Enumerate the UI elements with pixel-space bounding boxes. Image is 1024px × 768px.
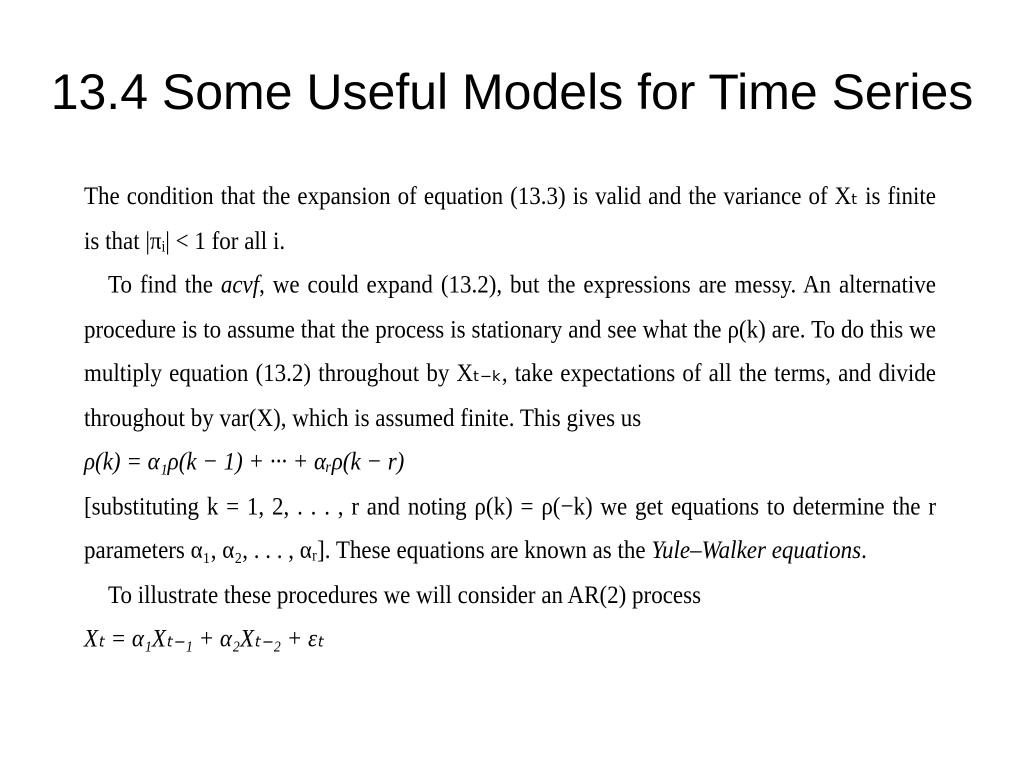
paragraph-acvf-body: , we could expand (13.2), but the expressions are messy. An alternative procedure is to assume that the process is stationary and see what the ρ(k) are. To do this we multiply equation (13.2) throughout by Xₜ₋ₖ, take expectations of all the terms, and divide throughout by var(X), which is assumed finite. This gives us: [84, 270, 937, 432]
paragraph-yule-walker-end: .: [861, 535, 867, 564]
slide-title: 13.4 Some Useful Models for Time Series: [50, 63, 974, 120]
paragraph-yule-walker: [84, 484, 936, 572]
paragraph-acvf: [84, 262, 936, 439]
acvf-term: acvf: [220, 270, 260, 299]
paragraph-condition: The condition that the expansion of equation (13.3) is valid and the variance of Xₜ is finite is that |πᵢ| < 1 for all i.: [84, 181, 936, 255]
paragraph-illustrate: To illustrate these procedures we will consider an AR(2) process: [108, 580, 702, 608]
paragraph-acvf-lead: To find the: [108, 270, 221, 299]
textbook-excerpt: [84, 174, 936, 661]
yule-walker-term: Yule–Walker equations: [651, 535, 862, 564]
paragraph-yule-walker-lead: [substituting k = 1, 2, . . . , r and noting ρ(k) = ρ(−k) we get equations to determine the r parameters α₁, α₂, . . . , αᵣ]. These equations are known as the: [84, 491, 936, 564]
equation-ar2-process: Xₜ = α₁Xₜ₋₁ + α₂Xₜ₋₂ + εₜ: [84, 624, 324, 653]
equation-autocorrelation: ρ(k) = α₁ρ(k − 1) + ··· + αᵣρ(k − r): [84, 447, 405, 476]
